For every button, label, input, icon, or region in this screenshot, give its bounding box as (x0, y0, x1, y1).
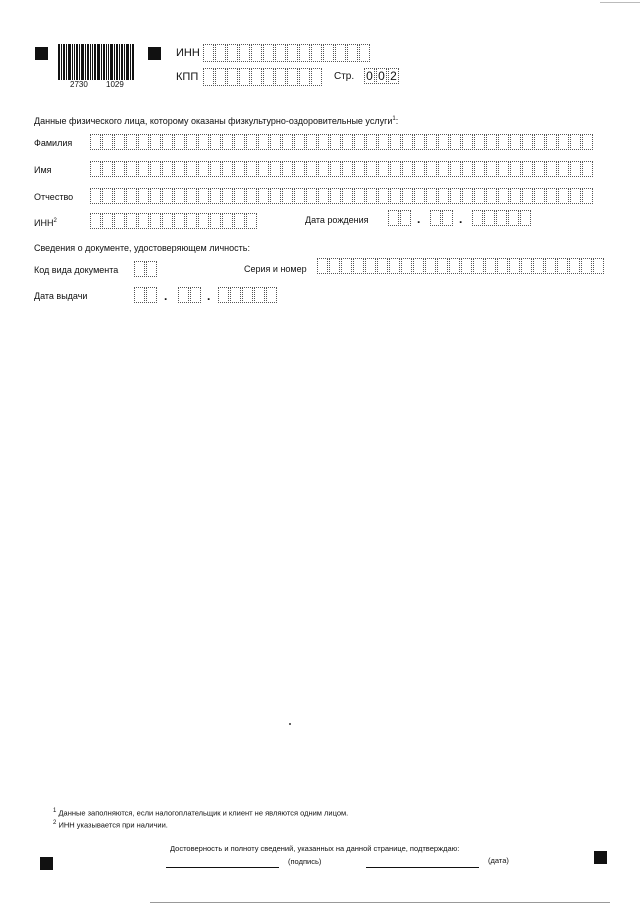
birth-date-separator: . (417, 212, 421, 226)
birth-date-label: Дата рождения (305, 215, 369, 225)
barcode (58, 44, 135, 80)
issue-year-field[interactable] (218, 287, 278, 303)
birth-year-field[interactable] (472, 210, 532, 226)
date-label: (дата) (488, 856, 509, 865)
person-inn-label: ИНН$^2$ (34, 218, 57, 228)
footnote-1: $^1$ Данные заполняются, если налогоплательщик и клиент не являются одним лицом. (53, 808, 349, 818)
issue-date-separator: . (164, 289, 168, 303)
doc-code-label: Код вида документа (34, 265, 119, 275)
barcode-number-right: 1029 (106, 80, 124, 89)
scan-speck (289, 723, 291, 725)
corner-marker-top-left (35, 47, 48, 60)
date-line[interactable] (366, 867, 479, 868)
header-kpp-label: КПП (176, 71, 199, 83)
header-inn-boxes[interactable] (203, 44, 371, 60)
issue-day-field[interactable] (134, 287, 158, 303)
birth-date-separator: . (459, 212, 463, 226)
page-number-boxes (364, 68, 400, 84)
signature-line[interactable] (166, 867, 279, 868)
birth-day-field[interactable] (388, 210, 412, 226)
person-section-title: Данные физического лица, которому оказаны физкультурно-оздоровительные услуги$^1$: (34, 116, 399, 126)
series-number-field[interactable] (317, 258, 605, 274)
page-digit: 0 (376, 68, 387, 84)
page-digit: 0 (364, 68, 375, 84)
surname-label: Фамилия (34, 138, 73, 148)
person-inn-field[interactable] (90, 213, 258, 229)
name-label: Имя (34, 165, 52, 175)
birth-month-field[interactable] (430, 210, 454, 226)
corner-marker-top-mid (148, 47, 161, 60)
barcode-number-left: 2730 (70, 80, 88, 89)
signature-label: (подпись) (288, 857, 322, 866)
corner-marker-bottom-right (594, 851, 607, 864)
issue-month-field[interactable] (178, 287, 202, 303)
page-digit: 2 (388, 68, 399, 84)
patronymic-label: Отчество (34, 192, 74, 202)
document-section-title: Сведения о документе, удостоверяющем личность: (34, 243, 250, 253)
confirmation-text: Достоверность и полноту сведений, указанных на данной странице, подтверждаю: (170, 844, 460, 853)
series-number-label: Серия и номер (244, 264, 307, 274)
issue-date-separator: . (207, 289, 211, 303)
issue-date-label: Дата выдачи (34, 291, 88, 301)
surname-field[interactable] (90, 134, 594, 150)
name-field[interactable] (90, 161, 594, 177)
page-label: Стр. (334, 71, 355, 82)
scan-edge-top (600, 2, 640, 3)
doc-code-field[interactable] (134, 261, 158, 277)
corner-marker-bottom-left (40, 857, 53, 870)
header-kpp-boxes[interactable] (203, 68, 323, 84)
footnote-2: $^2$ ИНН указывается при наличии. (53, 820, 168, 830)
patronymic-field[interactable] (90, 188, 594, 204)
header-inn-label: ИНН (176, 47, 200, 59)
scan-edge-bottom (150, 902, 610, 903)
